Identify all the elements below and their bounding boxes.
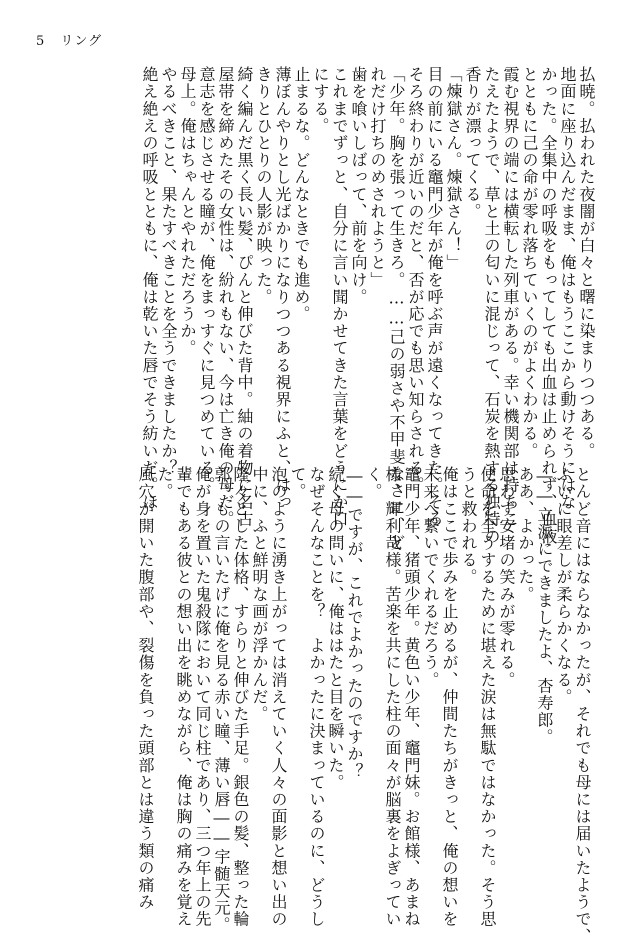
text-line: 中に、ふと鮮明な画が浮かんだ。 (250, 466, 269, 723)
text-line: 様、輝利哉様。苦楽を共にした柱の面々が脳裏をよぎってい (383, 466, 402, 928)
text-line: やるべきこと、果たすべきことを全うできましたか？ (159, 66, 178, 477)
text-line: ――ですが、これでよかったのですか？ (345, 466, 364, 780)
text-line: 「少年。胸を張って生きろ。……己の弱さや不甲斐なさに、ど (387, 66, 406, 551)
text-line: 使命を全うするために堪えた涙は無駄ではなかった。そう思 (478, 466, 497, 928)
text-line: なぜそんなことを？ よかったに決まっているのに、どうし (307, 466, 326, 928)
text-line: かった。全集中の呼吸をもってしても出血は止められず、血液 (539, 66, 558, 545)
text-line: 未来へ繋いでくれるだろう。 (421, 466, 440, 689)
page-number: 5 (36, 34, 46, 49)
text-line: 郭。もの言いたげに俺を見る赤い瞳、薄い唇――宇髄天元。 (212, 466, 231, 934)
text-line: とともに己の命が零れ落ちていくのがよくわかる。 (520, 66, 539, 460)
section-title: リング (60, 34, 103, 49)
text-line: 続く母の問いに、俺ははたと目を瞬いた。 (326, 466, 345, 791)
text-line: 意志を感じさせる瞳が、俺をまっすぐに見つめている。 (197, 66, 216, 494)
text-line: 香りが漂ってくる。 (463, 66, 482, 220)
text-line: 「煉獄さん。煉獄さん！」 (444, 66, 463, 272)
text-line: 薄ぼんやりとし光ばかりになりつつある視界にふと、はっ (273, 66, 292, 511)
running-header (36, 30, 102, 49)
text-line: 俺が身を置いた鬼殺隊において同じ柱であり、三つ年上の先 (193, 466, 212, 928)
text-line: て。 (288, 466, 307, 501)
text-line: 俺はここで歩みを止めるが、仲間たちがきっと、俺の想いを (440, 466, 459, 928)
text-line: そろ終わりが近いのだと、否が応でも思い知らされる。 (406, 66, 425, 494)
text-line: にする。 (311, 66, 330, 135)
text-line: とんど音にはならなかったが、それでも母には届いたようで、 (573, 466, 592, 945)
text-line: 屋帯を締めたその女性は、紛れもない、今は亡き俺の母だ。 (216, 66, 235, 528)
text-line: 風穴が開いた腹部や、裂傷を負った頭部とは違う類の痛み (136, 466, 155, 911)
text-line: これまでずっと、自分に言い聞かせてきた言葉をどうにか口 (330, 66, 349, 528)
text-line: 止まるな。どんなときでも進め。 (292, 66, 311, 323)
text-line: 歯を喰いしばって、前を向け。 (349, 66, 368, 306)
text-line: ああ、よかった。 (516, 466, 535, 603)
text-line: ふいに眼差しが柔らかくなる。 (554, 466, 573, 706)
text-line: 目の前にいる竈門少年が俺を呼ぶ声が遠くなってきた。そろ (425, 66, 444, 528)
text-line: く。 (364, 466, 383, 501)
text-line: ――立派にできましたよ、杏寿郎。 (535, 466, 554, 746)
text-line: きりとひとりの人影が映った。 (254, 66, 273, 306)
text-line: 母上。俺はちゃんとやれただろうか。 (178, 66, 197, 357)
text-line: 払暁。払われた夜闇が白々と曙に染まりつつある。 (577, 66, 596, 460)
bottom-text-block (134, 466, 592, 945)
text-line: たえたようで、草と土の匂いに混じって、石炭を熱する独特の (482, 66, 501, 545)
text-line: 輩でもある彼との想い出を眺めながら、俺は胸の痛みを覚え (174, 466, 193, 928)
text-line: 綺く編んだ黒く長い髪、ぴんと伸びた背中。紬の着物に名古 (235, 66, 254, 528)
text-line: 地面に座り込んだまま、俺はもうここから動けそうにはな (558, 66, 577, 511)
text-line: 思わず安堵の笑みが零れる。 (497, 466, 516, 689)
text-line: 絶え絶えの呼吸とともに、俺は乾いた唇でそう紡いだ。ほ (140, 66, 159, 511)
text-line: 竈門少年、猪頭少年。黄色い少年、竈門妹。お館様、あまね (402, 466, 421, 928)
text-line: うと救われる。 (459, 466, 478, 586)
text-line: た。 (155, 466, 174, 501)
text-line: 隆々とした体格、すらりと伸びた手足。銀色の髪、整った輪 (231, 466, 250, 928)
text-line: れだけ打ちのめされようと」 (368, 66, 387, 289)
text-line: 霞む視界の端には横転した列車がある。幸い機関部は持ちこ (501, 66, 520, 528)
text-line: 泡のように湧き上がっては消えていく人々の面影と想い出の (269, 466, 288, 928)
